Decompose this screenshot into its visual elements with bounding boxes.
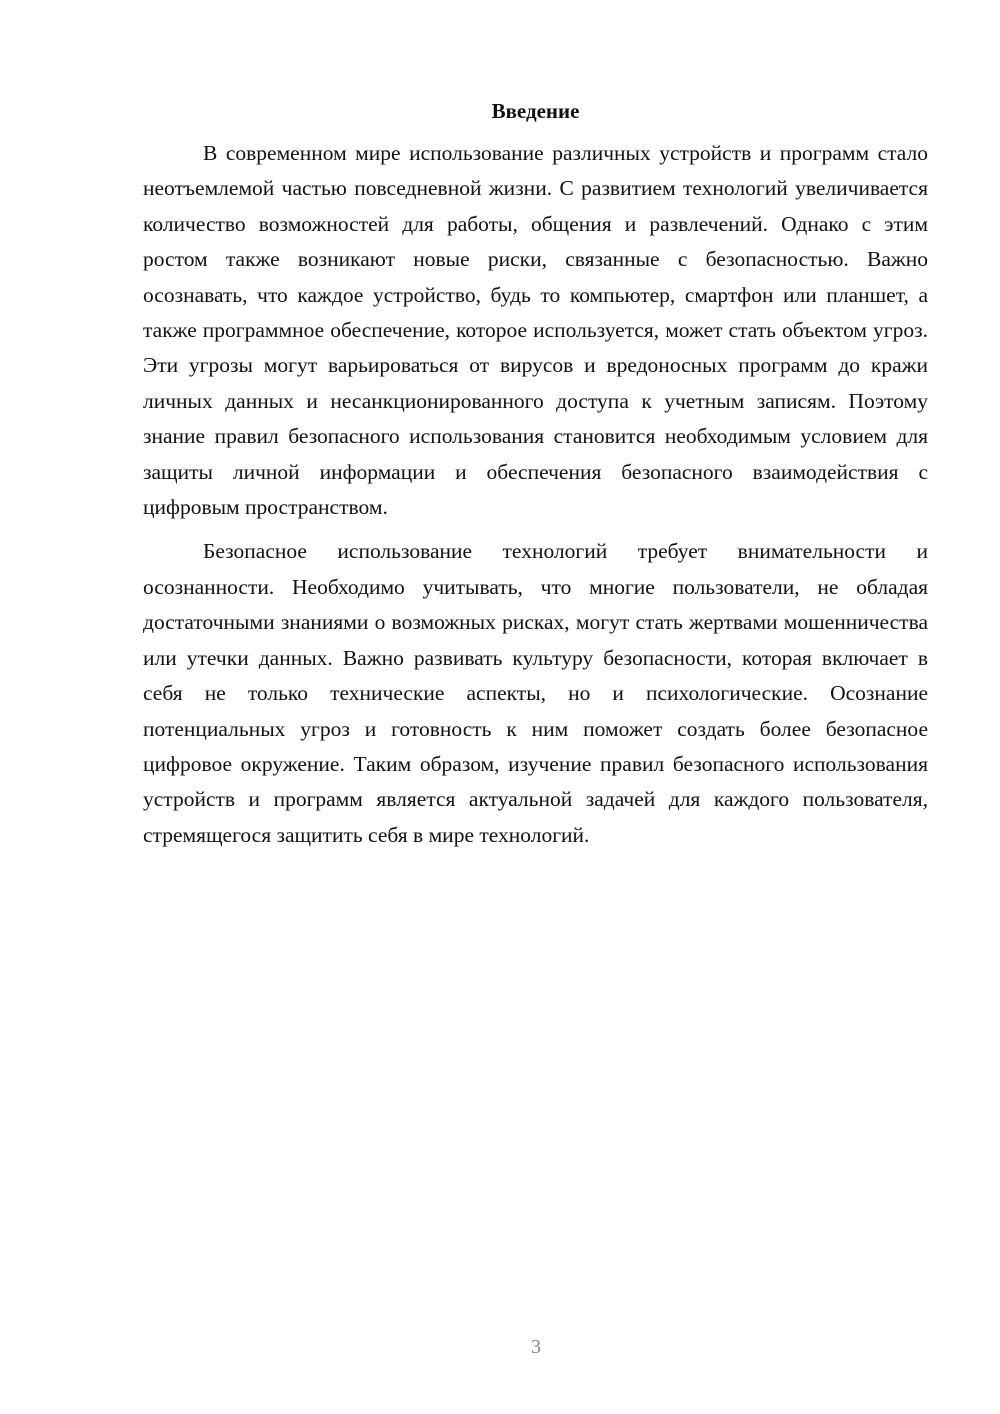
page-number: 3 <box>531 1336 541 1358</box>
paragraph-1: В современном мире использование различных устройств и программ стало неотъемлемой частью повседневной жизни. С развитием технологий увеличивается количество возможностей для работы, общения и развлечений. Однако с этим ростом также возникают новые риски, связанные с безопасностью. Важно осознавать, что каждое устройство, будь то компьютер, смартфон или планшет, а также программное обеспечение, которое используется, может стать объектом угроз. Эти угрозы могут варьироваться от вирусов и вредоносных программ до кражи личных данных и несанкционированного доступа к учетным записям. Поэтому знание правил безопасного использования становится необходимым условием для защиты личной информации и обеспечения безопасного взаимодействия с цифровым пространством. <box>143 141 928 520</box>
paragraph-2: Безопасное использование технологий требует внимательности и осознанности. Необходимо учитывать, что многие пользователи, не обладая достаточными знаниями о возможных рисках, могут стать жертвами мошенничества или утечки данных. Важно развивать культуру безопасности, которая включает в себя не только технические аспекты, но и психологические. Осознание потенциальных угроз и готовность к ним поможет создать более безопасное цифровое окружение. Таким образом, изучение правил безопасного использования устройств и программ является актуальной задачей для каждого пользователя, стремящегося защитить себя в мире технологий. <box>143 539 928 847</box>
section-heading: Введение <box>491 99 580 123</box>
page-content <box>143 96 928 853</box>
